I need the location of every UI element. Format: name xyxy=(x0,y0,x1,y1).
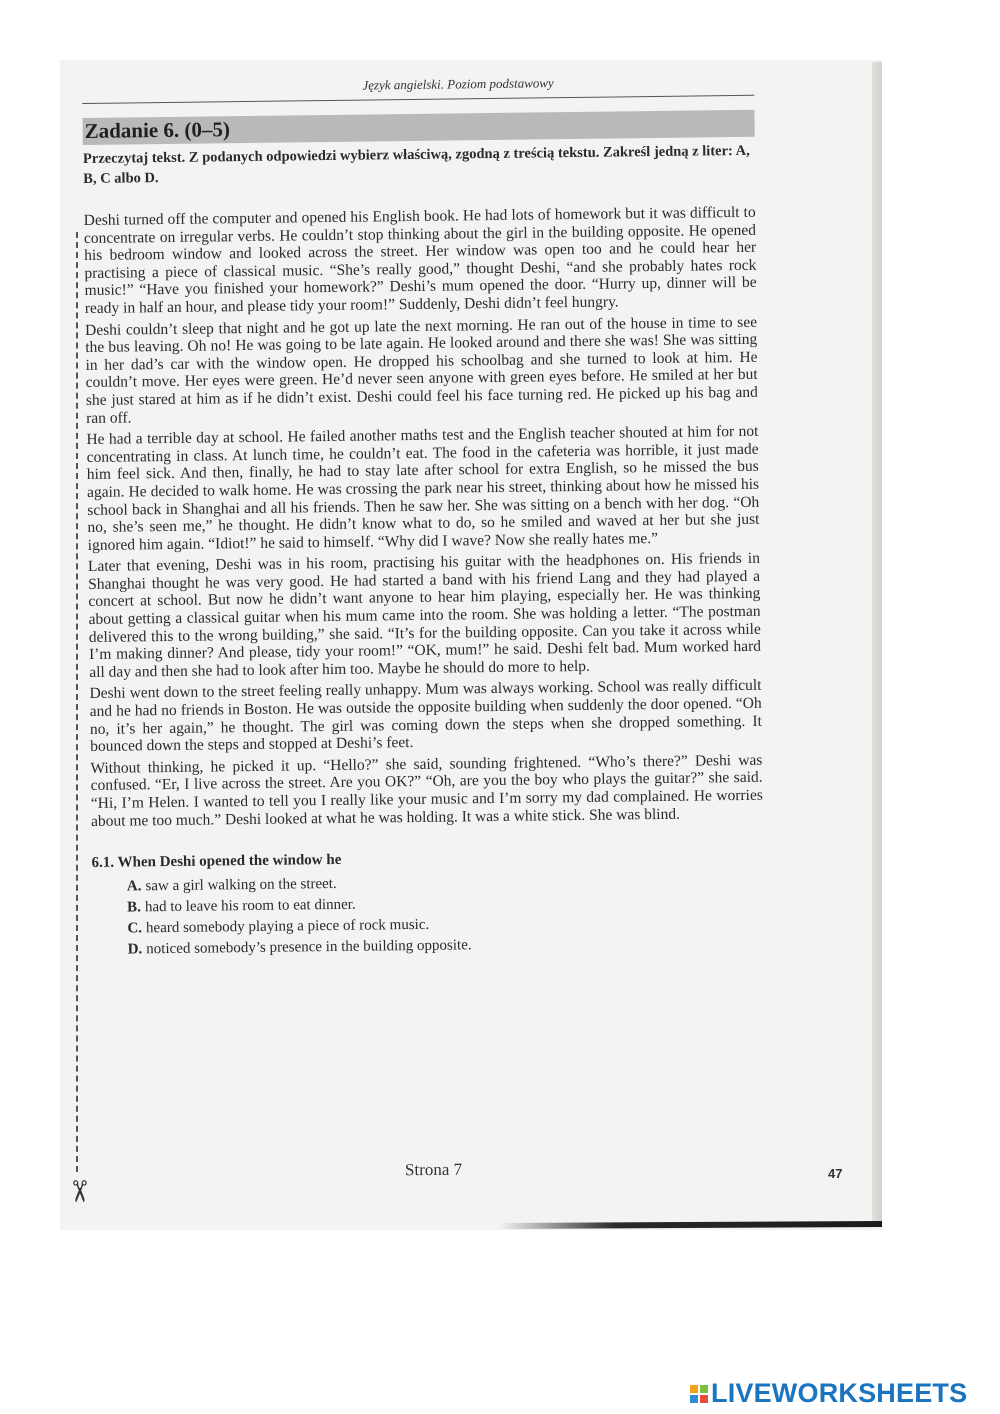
brand-name: LIVEWORKSHEETS xyxy=(711,1378,968,1408)
running-head: Język angielski. Poziom podstawowy xyxy=(362,75,554,93)
option-text: had to leave his room to eat dinner. xyxy=(144,896,356,916)
option-letter: C. xyxy=(127,920,143,937)
logo-square xyxy=(700,1395,708,1403)
task-title: Zadanie 6. (0–5) xyxy=(84,117,231,143)
passage-paragraph: Without thinking, he picked it up. “Hello?” she said, sounding frightened. “Who’s there?” Deshi was confused. “Er, I live across the street. Are you OK?” “Oh, are you the boy who plays the guitar?” she said. “Hi, I’m Helen. I wanted to tell you I really like your music and I’m sorry my dad complained. He worries about me too much.” Deshi looked at what he was holding. It was a white stick. She was blind. xyxy=(90,751,763,830)
option-text: noticed somebody’s presence in the building opposite. xyxy=(146,937,472,958)
page-number: 47 xyxy=(828,1166,843,1181)
task-instruction: Przeczytaj tekst. Z podanych odpowiedzi wybierz właściwą, zgodną z treścią tekstu. Zakreśl jedną z liter: A, B, C albo D. xyxy=(82,142,750,187)
passage-paragraph: He had a terrible day at school. He failed another maths test and the English teacher shouted at him for not concentrating in class. At lunch time, he couldn’t eat. The food in the cafeteria was horrible, it just made him feel sick. And then, finally, he had to stay late after school for extra English, so he missed the bus again. He decided to walk home. He was crossing the park near his street, thinking about how he missed his school back in Shanghai and all his friends. Then he saw her. She was sitting on a bench with her dog. “Oh no, she’s seen me,” he thought. He didn’t know what to do, so he smiled and waved at her but she just ignored him again. “Idiot!” he said to himself. “Why did I wave? Now she really hates me.” xyxy=(86,422,760,554)
passage-paragraph: Deshi went down to the street feeling really unhappy. Mum was always working. School was really difficult and he had no friends in Boston. He was outside the opposite building when suddenly the door opened. “Oh no, it’s her again,” he thought. The girl was coming down the steps when she dropped something. It bounced down the steps and stopped at Deshi’s feet. xyxy=(89,677,763,756)
option-text: saw a girl walking on the street. xyxy=(145,876,337,895)
question-6-1 xyxy=(91,847,764,961)
cut-line xyxy=(76,232,78,1172)
option-letter: B. xyxy=(127,899,142,916)
reading-passage xyxy=(84,204,764,830)
question-stem: 6.1. When Deshi opened the window he xyxy=(91,852,342,872)
option-letter: D. xyxy=(127,941,143,958)
logo-square xyxy=(700,1385,708,1393)
logo-square xyxy=(690,1395,698,1403)
liveworksheets-brand[interactable] xyxy=(690,1378,967,1409)
option-text: heard somebody playing a piece of rock music. xyxy=(145,917,430,937)
header-rule xyxy=(82,95,754,104)
passage-paragraph: Later that evening, Deshi was in his room, practising his guitar with the headphones on. His friends in Shanghai thought he was very good. He had started a band with his friend Lang and they had played a concert at school. But now he didn’t want anyone to hear him playing, especially her. He was thinking about getting a classical guitar when his mum came into the room. She was holding a letter. “The postman delivered this to the wrong building,” she said. “It’s for the building opposite. Can you take it across while I’m making dinner? And please, tidy your room!” “OK, mum!” he said. Deshi felt bad. Mum worked hard all day and then she had to look after him too. Maybe he should do more to help. xyxy=(87,550,762,681)
logo-square xyxy=(690,1385,698,1393)
passage-paragraph: Deshi turned off the computer and opened his English book. He had lots of homework but it was difficult to concentrate on irregular verbs. He couldn’t stop thinking about the girl in the building opposite. He opened his bedroom window and looked across the street. Her window was open too and he could hear her practising a piece of classical music. “She’s really good,” thought Deshi, “and she probably hates rock music!” “Have you finished your homework?” Deshi’s mum opened the door. “Hurry up, dinner will be ready in half an hour, and please tidy your room!” Suddenly, Deshi didn’t feel hungry. xyxy=(83,203,757,317)
page-edge-shadow xyxy=(872,62,882,1227)
page-content xyxy=(82,70,765,961)
scissors-icon: ✂ xyxy=(61,1178,97,1205)
liveworksheets-logo-icon xyxy=(690,1385,708,1403)
passage-paragraph: Deshi couldn’t sleep that night and he got up late the next morning. He ran out of the house in time to see the bus leaving. Oh no! He was going to be late again. He looked around and there she was! She was sitting in her dad’s car with the window open. He dropped his schoolbag and she turned to look at him. He couldn’t move. Her eyes were green. He’d never seen anyone with green eyes before. He smiled at her but she just stared at him as if he didn’t exist. Deshi could feel his face turning red. He picked up his bag and ran off. xyxy=(84,313,758,427)
task-header-bar xyxy=(82,110,754,145)
option-letter: A. xyxy=(126,878,142,895)
page-label: Strona 7 xyxy=(404,1159,463,1180)
